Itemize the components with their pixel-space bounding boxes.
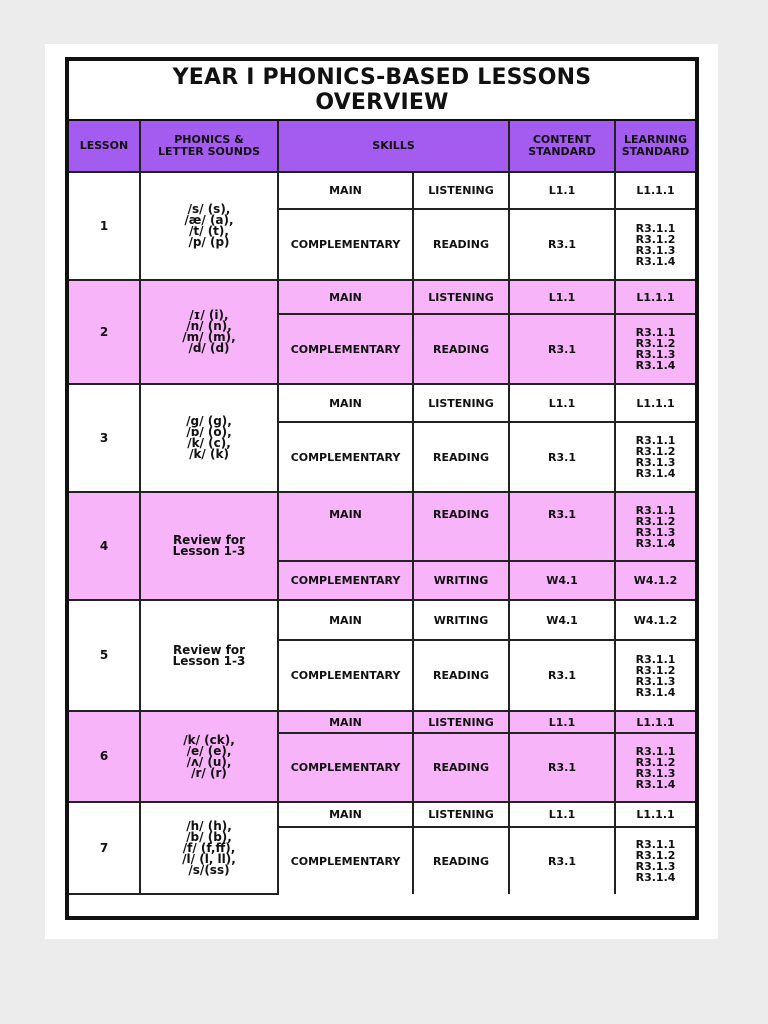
lesson-number: 1 (69, 172, 140, 280)
title-line-1: YEAR I PHONICS-BASED LESSONS (172, 65, 592, 90)
phonics-cell-line: /k/ (k) (189, 447, 229, 461)
skill-complementary: READING (413, 640, 509, 711)
skill-main: LISTENING (413, 172, 509, 209)
learning-standard-main-line: R3.1.1 (635, 503, 676, 517)
learning-standard-main (615, 492, 695, 561)
content-standard-main: R3.1 (509, 492, 615, 561)
skill-main: LISTENING (413, 802, 509, 827)
learning-standard-complementary-line: R3.1.1 (635, 652, 676, 666)
skill-type-main: MAIN (278, 600, 413, 640)
learning-standard-complementary-line: W4.1.2 (633, 574, 678, 587)
phonics-cell-line: /t/ (t), (189, 224, 229, 238)
phonics-cell-line: /h/ (h), (186, 818, 232, 833)
learning-standard-complementary-line: R3.1.3 (635, 243, 676, 257)
content-standard-complementary: W4.1 (509, 561, 615, 600)
header-learning-line-2: STANDARD (621, 145, 690, 158)
skill-type-main: MAIN (278, 172, 413, 209)
content-standard-main: L1.1 (509, 384, 615, 422)
skill-type-complementary: COMPLEMENTARY (278, 209, 413, 280)
learning-standard-complementary (615, 209, 695, 280)
table-row (69, 600, 695, 640)
skill-complementary: READING (413, 733, 509, 802)
learning-standard-main-line: R3.1.2 (635, 514, 676, 528)
skill-type-main: MAIN (278, 711, 413, 733)
skill-main: LISTENING (413, 280, 509, 314)
header-row (69, 121, 695, 172)
learning-standard-complementary (615, 314, 695, 384)
skill-complementary: READING (413, 827, 509, 894)
phonics-cell-line: /k/ (c), (187, 436, 231, 450)
table-row (69, 280, 695, 314)
phonics-cell-line: /s/ (s), (187, 202, 231, 216)
header-phonics (140, 121, 278, 172)
phonics-cell (140, 492, 278, 600)
content-standard-complementary: R3.1 (509, 209, 615, 280)
learning-standard-complementary-line: R3.1.4 (635, 467, 676, 480)
header-skills: SKILLS (278, 121, 509, 172)
phonics-cell-line: /f/ (f,ff), (182, 840, 236, 855)
learning-standard-complementary-line: R3.1.1 (635, 744, 676, 758)
skill-type-main: MAIN (278, 384, 413, 422)
learning-standard-complementary (615, 733, 695, 802)
learning-standard-complementary-line: R3.1.4 (635, 359, 676, 372)
lesson-number: 4 (69, 492, 140, 600)
skill-complementary: READING (413, 209, 509, 280)
content-standard-main: W4.1 (509, 600, 615, 640)
header-phonics-line-1: PHONICS & (174, 133, 244, 146)
content-standard-complementary: R3.1 (509, 314, 615, 384)
phonics-cell-line: /ʌ/ (u), (186, 754, 232, 769)
learning-standard-complementary-line: R3.1.3 (635, 348, 676, 361)
skill-type-complementary: COMPLEMENTARY (278, 314, 413, 384)
phonics-cell (140, 280, 278, 384)
learning-standard-main (615, 600, 695, 640)
learning-standard-complementary-line: R3.1.3 (635, 860, 676, 873)
skill-main: LISTENING (413, 384, 509, 422)
learning-standard-main-line: L1.1.1 (636, 808, 675, 821)
learning-standard-main (615, 280, 695, 314)
page-title (69, 61, 695, 121)
learning-standard-complementary-line: R3.1.4 (635, 685, 676, 699)
skill-type-main: MAIN (278, 492, 413, 561)
learning-standard-main-line: R3.1.4 (635, 536, 676, 550)
learning-standard-main-line: W4.1.2 (633, 613, 678, 627)
learning-standard-complementary-line: R3.1.2 (635, 755, 676, 769)
learning-standard-main (615, 172, 695, 209)
learning-standard-complementary-line: R3.1.2 (635, 232, 676, 246)
content-standard-complementary: R3.1 (509, 827, 615, 894)
phonics-cell-line: Review for (172, 642, 246, 657)
learning-standard-complementary (615, 561, 695, 600)
learning-standard-complementary-line: R3.1.2 (635, 445, 676, 458)
learning-standard-complementary (615, 422, 695, 492)
skill-main: WRITING (413, 600, 509, 640)
skill-type-complementary: COMPLEMENTARY (278, 422, 413, 492)
content-standard-complementary: R3.1 (509, 422, 615, 492)
phonics-cell (140, 172, 278, 280)
phonics-cell-line: Lesson 1-3 (172, 544, 246, 558)
skill-type-main: MAIN (278, 280, 413, 314)
lesson-number: 2 (69, 280, 140, 384)
phonics-cell-line: /d/ (d) (188, 341, 230, 355)
phonics-cell-line: /m/ (m), (182, 330, 236, 344)
learning-standard-main-line: L1.1.1 (636, 184, 675, 197)
lessons-overview-sheet (65, 57, 699, 920)
learning-standard-main (615, 711, 695, 733)
learning-standard-complementary-line: R3.1.2 (635, 663, 676, 677)
skill-type-complementary: COMPLEMENTARY (278, 827, 413, 894)
phonics-cell-line: Review for (172, 533, 246, 547)
table-row (69, 711, 695, 733)
learning-standard-main (615, 802, 695, 827)
phonics-cell-line: /s/(ss) (188, 862, 230, 877)
learning-standard-main-line: R3.1.3 (635, 525, 676, 539)
phonics-cell-line: /ɒ/ (o), (186, 425, 232, 439)
lesson-number: 3 (69, 384, 140, 492)
table-row (69, 492, 695, 561)
skill-complementary: READING (413, 422, 509, 492)
content-standard-main: L1.1 (509, 711, 615, 733)
lessons-table (69, 121, 695, 895)
phonics-cell-line: /b/ (b), (186, 829, 232, 844)
learning-standard-complementary-line: R3.1.4 (635, 871, 676, 884)
learning-standard-complementary-line: R3.1.1 (635, 221, 676, 235)
learning-standard-complementary-line: R3.1.4 (635, 777, 676, 791)
lesson-number: 7 (69, 802, 140, 894)
header-content-line-1: CONTENT (532, 133, 592, 146)
learning-standard-complementary-line: R3.1.1 (635, 434, 676, 447)
table-row (69, 802, 695, 827)
learning-standard-complementary-line: R3.1.2 (635, 849, 676, 862)
header-content-line-2: STANDARD (528, 145, 596, 158)
learning-standard-complementary-line: R3.1.3 (635, 674, 676, 688)
learning-standard-complementary-line: R3.1.4 (635, 254, 676, 268)
document-page (45, 44, 718, 939)
skill-main: LISTENING (413, 711, 509, 733)
phonics-cell-line: /ɪ/ (i), (189, 308, 229, 322)
header-content-standard (509, 121, 615, 172)
header-phonics-line-2: LETTER SOUNDS (157, 145, 261, 158)
lesson-number: 5 (69, 600, 140, 711)
skill-complementary: READING (413, 314, 509, 384)
skill-type-complementary: COMPLEMENTARY (278, 733, 413, 802)
header-lesson: LESSON (69, 121, 140, 172)
content-standard-main: L1.1 (509, 172, 615, 209)
phonics-cell (140, 384, 278, 492)
header-learning-standard (615, 121, 695, 172)
phonics-cell-line: /k/ (ck), (183, 732, 235, 747)
learning-standard-complementary-line: R3.1.2 (635, 337, 676, 350)
learning-standard-complementary-line: R3.1.1 (635, 838, 676, 851)
learning-standard-complementary-line: R3.1.1 (635, 326, 676, 339)
content-standard-complementary: R3.1 (509, 733, 615, 802)
skill-type-main: MAIN (278, 802, 413, 827)
phonics-cell-line: /n/ (n), (186, 319, 232, 333)
phonics-cell (140, 711, 278, 802)
learning-standard-complementary (615, 640, 695, 711)
header-learning-line-1: LEARNING (623, 133, 688, 146)
content-standard-main: L1.1 (509, 802, 615, 827)
phonics-cell (140, 600, 278, 711)
phonics-cell-line: Lesson 1-3 (172, 653, 246, 668)
phonics-cell (140, 802, 278, 894)
phonics-cell-line: /p/ (p) (188, 235, 230, 249)
table-row (69, 384, 695, 422)
lessons-table-body (69, 172, 695, 894)
content-standard-complementary: R3.1 (509, 640, 615, 711)
lesson-number: 6 (69, 711, 140, 802)
learning-standard-complementary-line: R3.1.3 (635, 766, 676, 780)
phonics-cell-line: /e/ (e), (186, 743, 232, 758)
learning-standard-main-line: L1.1.1 (636, 715, 675, 729)
content-standard-main: L1.1 (509, 280, 615, 314)
phonics-cell-line: /æ/ (a), (184, 213, 234, 227)
table-row (69, 172, 695, 209)
learning-standard-main-line: L1.1.1 (636, 290, 675, 304)
phonics-cell-line: /r/ (r) (191, 765, 227, 780)
learning-standard-complementary-line: R3.1.3 (635, 456, 676, 469)
learning-standard-complementary (615, 827, 695, 894)
phonics-cell-line: /g/ (g), (186, 414, 232, 428)
title-line-2: OVERVIEW (315, 90, 449, 115)
skill-type-complementary: COMPLEMENTARY (278, 561, 413, 600)
phonics-cell-line: /l/ (l, ll), (182, 851, 236, 866)
skill-type-complementary: COMPLEMENTARY (278, 640, 413, 711)
learning-standard-main-line: L1.1.1 (636, 396, 675, 410)
skill-complementary: WRITING (413, 561, 509, 600)
skill-main: READING (413, 492, 509, 561)
learning-standard-main (615, 384, 695, 422)
